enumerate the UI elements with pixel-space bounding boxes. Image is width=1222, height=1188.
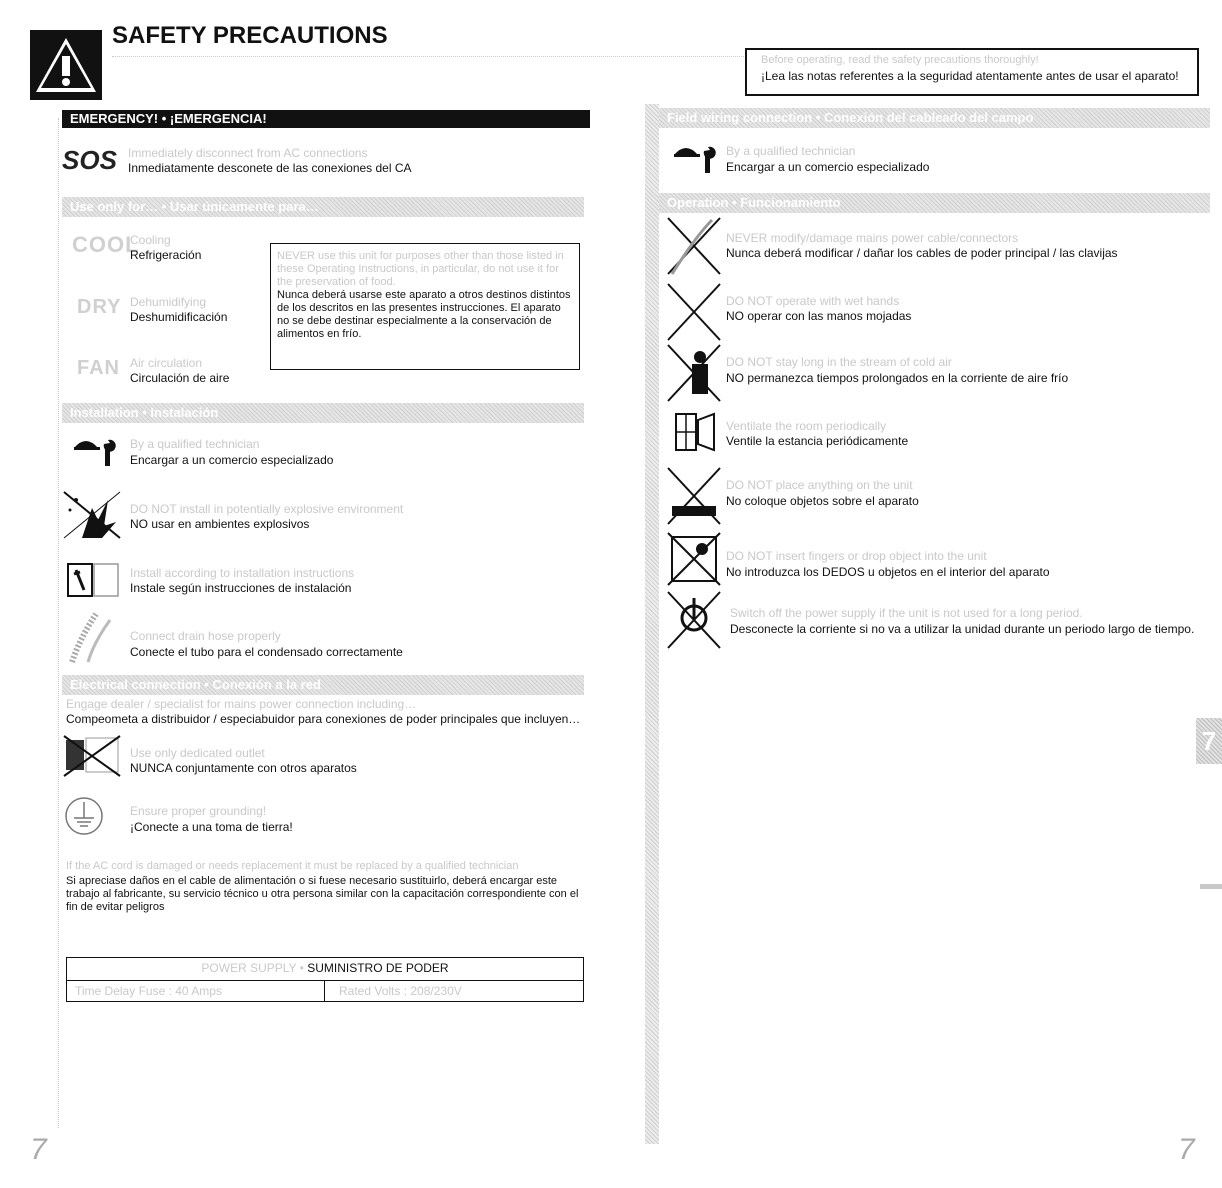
grounding-icon: [64, 796, 120, 841]
op-power-es: Desconecte la corriente si no va a utilizar la unidad durante un periodo largo de tiempo.: [730, 622, 1195, 636]
power-title-sep: •: [296, 961, 308, 975]
ventilate-window-icon: [674, 412, 718, 457]
op-fingers-en: DO NOT insert fingers or drop object into the unit: [726, 549, 987, 563]
op-wet-es: NO operar con las manos mojadas: [726, 309, 912, 323]
chapter-tab: [1196, 718, 1222, 764]
cool-icon: COOL: [72, 232, 140, 257]
warning-en: NEVER use this unit for purposes other than those listed in these Operating Instructions, in particular, do not use it for the preservation of food.: [277, 250, 564, 288]
right-column-rail: [645, 104, 659, 1144]
electrical-intro-es: Compeometa a distribuidor / especiabuidor para conexiones de poder principales que incluyen…: [66, 712, 581, 726]
notice-en: Before operating, read the safety precautions thoroughly!: [761, 54, 1039, 66]
power-supply-title: [67, 958, 583, 981]
cable-damage-icon: [666, 216, 722, 281]
op-place-en: DO NOT place anything on the unit: [726, 478, 913, 492]
drain-hose-icon: [66, 608, 122, 669]
op-fingers-es: No introduzca los DEDOS u objetos en el interior del aparato: [726, 565, 1050, 579]
electrical-ground-es: ¡Conecte a una toma de tierra!: [130, 820, 293, 834]
op-place-es: No coloque objetos sobre el aparato: [726, 494, 919, 508]
power-title-es: SUMINISTRO DE PODER: [307, 961, 449, 975]
power-off-icon: [666, 590, 722, 655]
use-dry-es: Deshumidificación: [130, 310, 228, 324]
chapter-tab-number: 7: [1201, 726, 1217, 756]
fan-icon: FAN: [77, 357, 120, 379]
install-tech-en: By a qualified technician: [130, 437, 260, 451]
notice-es: ¡Lea las notas referentes a la seguridad atentamente antes de usar el aparato!: [761, 69, 1179, 83]
left-column-guide: [58, 118, 59, 1128]
op-cable-en: NEVER modify/damage mains power cable/connectors: [726, 231, 1019, 245]
page-title: SAFETY PRECAUTIONS: [112, 22, 388, 49]
op-cold-es: NO permanezca tiempos prolongados en la corriente de aire frío: [726, 371, 1069, 385]
install-explosive-en: DO NOT install in potentially explosive environment: [130, 502, 404, 516]
electrical-outlet-es: NUNCA conjuntamente con otros aparatos: [130, 761, 357, 775]
read-instructions-notice: [745, 48, 1199, 96]
installation-bar: Installation • Instalación: [62, 403, 584, 423]
use-only-bar: Use only for… • Usar únicamente para…: [62, 197, 584, 217]
operation-bar: Operation • Funcionamiento: [659, 193, 1210, 213]
electrical-outlet-en: Use only dedicated outlet: [130, 746, 265, 760]
warning-triangle-icon: [30, 30, 102, 100]
cord-es: Si apreciase daños en el cable de alimentación o si fuese necesario sustituirlo, deberá encargar este trabajo al fabricante, su servicio técnico u otra persona similar con la capacitación correspondiente con el fin de evitar peligros: [66, 875, 579, 913]
use-fan-en: Air circulation: [130, 356, 203, 370]
op-cable-es: Nunca deberá modificar / dañar los cables de poder principal / las clavijas: [726, 246, 1118, 260]
warning-es: Nunca deberá usarse este aparato a otros destinos distintos de los descritos en las presentes instrucciones. El aparato no se debe destinar especialmente a la conservación de alimentos en frío.: [277, 289, 571, 340]
op-power-en: Switch off the power supply if the unit is not used for a long period.: [730, 606, 1083, 620]
use-fan-es: Circulación de aire: [130, 371, 230, 385]
emergency-es: Inmediatamente desconete de las conexiones del CA: [128, 161, 412, 175]
op-ventilate-en: Ventilate the room periodically: [726, 419, 887, 433]
page-number-right: 7: [1178, 1133, 1195, 1166]
field-es: Encargar a un comercio especializado: [726, 160, 930, 174]
side-mark: [1200, 884, 1222, 889]
explosive-environment-icon: [62, 490, 122, 545]
install-tech-es: Encargar a un comercio especializado: [130, 453, 334, 467]
no-objects-on-unit-icon: [666, 466, 722, 531]
electrical-ground-en: Ensure proper grounding!: [130, 804, 267, 818]
op-cold-en: DO NOT stay long in the stream of cold air: [726, 355, 952, 369]
install-manual-en: Install according to installation instructions: [130, 566, 355, 580]
op-ventilate-es: Ventile la estancia periódicamente: [726, 434, 909, 448]
use-cooling-en: Cooling: [130, 233, 171, 247]
volts-cell: Rated Volts : 208/230V: [339, 984, 462, 998]
use-only-warning-box: [270, 243, 580, 370]
wet-hands-icon: [666, 282, 722, 347]
cold-air-person-icon: [666, 343, 722, 408]
install-drain-es: Conecte el tubo para el condensado correctamente: [130, 645, 403, 659]
field-technician-icon: [672, 139, 722, 180]
power-title-en: POWER SUPPLY: [201, 961, 297, 975]
electrical-intro-en: Engage dealer / specialist for mains power connection including…: [66, 697, 417, 711]
sos-icon: SOS: [62, 145, 117, 175]
emergency-en: Immediately disconnect from AC connections: [128, 146, 368, 160]
use-cooling-es: Refrigeración: [130, 248, 202, 262]
field-wiring-bar: Field wiring connection • Conexión del cableado del campo: [659, 108, 1210, 128]
install-drain-en: Connect drain hose properly: [130, 629, 281, 643]
page-number-left: 7: [30, 1133, 47, 1166]
no-fingers-icon: [666, 531, 722, 592]
electrical-bar: Electrical connection • Conexión a la red: [62, 675, 584, 695]
fuse-cell: Time Delay Fuse : 40 Amps: [67, 981, 325, 1002]
install-manual-es: Instale según instrucciones de instalación: [130, 581, 352, 595]
use-dry-en: Dehumidifying: [130, 295, 207, 309]
power-supply-table: [66, 957, 584, 1002]
instruction-manual-icon: [66, 560, 122, 605]
dedicated-outlet-icon: [62, 734, 122, 783]
op-wet-en: DO NOT operate with wet hands: [726, 294, 900, 308]
field-en: By a qualified technician: [726, 144, 856, 158]
install-explosive-es: NO usar en ambientes explosivos: [130, 517, 310, 531]
dry-icon: DRY: [77, 296, 122, 318]
cord-en: If the AC cord is damaged or needs replacement it must be replaced by a qualified technician: [66, 860, 519, 872]
technician-icon: [72, 432, 122, 473]
emergency-bar: EMERGENCY! • ¡EMERGENCIA!: [62, 110, 590, 128]
